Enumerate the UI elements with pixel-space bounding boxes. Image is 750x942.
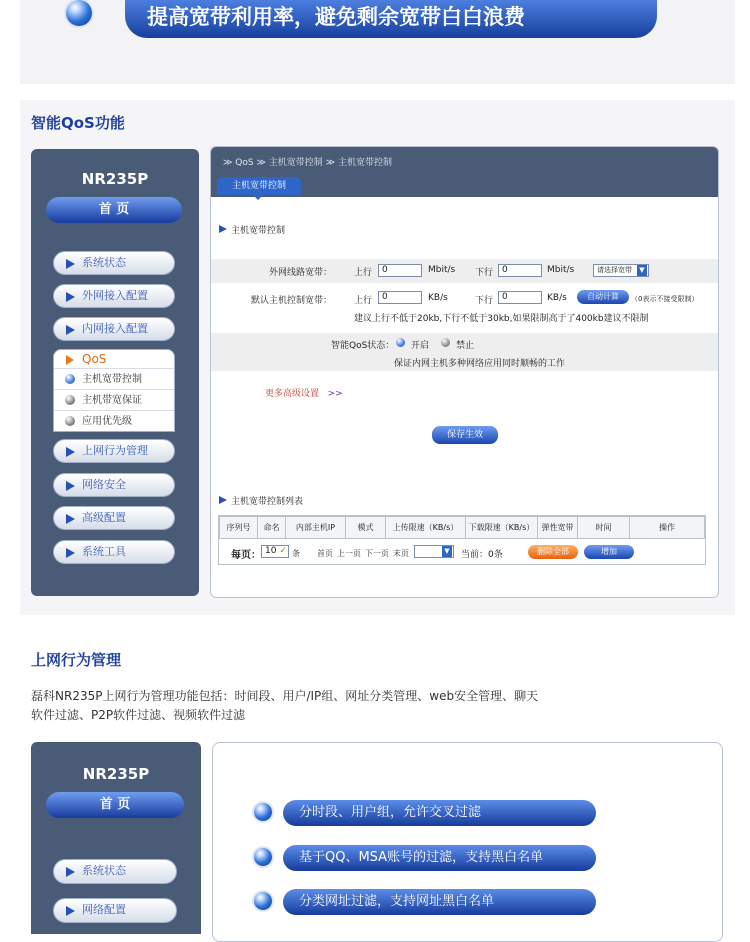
breadcrumb: ≫ QoS ≫ 主机宽带控制 ≫ 主机宽带控制 [223, 158, 392, 168]
sidebar-item-system-tools[interactable]: 系统工具 [53, 540, 175, 564]
column-header: 命名 [258, 517, 286, 539]
host-list-table [219, 516, 705, 539]
arrow-icon [66, 355, 74, 365]
page-select[interactable] [414, 545, 454, 558]
column-header: 下载限速（KB/s） [466, 517, 538, 539]
bullet-orb-icon [66, 0, 92, 26]
on-label: 开启 [411, 341, 430, 351]
unit-label: KB/s [428, 293, 448, 303]
suggestion-text: 建议上行不低于20kb,下行不低于30kb,如果限制高于了400kb建议不限制 [354, 314, 649, 324]
unit-label: Mbit/s [547, 265, 575, 275]
radio-dot-icon [65, 395, 75, 405]
section-description: 软件过滤、P2P软件过滤、视频软件过滤 [31, 708, 246, 722]
per-page-unit: 条 [292, 549, 300, 558]
qos-config-panel [210, 146, 719, 598]
tab-host-bandwidth-control[interactable]: 主机宽带控制 [217, 177, 301, 195]
sidebar-item-network-security[interactable]: 网络安全 [53, 473, 175, 497]
section-description: 磊科NR235P上网行为管理功能包括：时间段、用户/IP组、网址分类管理、web安全管理、聊天 [31, 689, 539, 703]
section-arrow-icon [219, 496, 227, 504]
column-header: 时间 [578, 517, 630, 539]
section-title-qos: 智能QoS功能 [31, 114, 125, 132]
save-button[interactable]: 保存生效 [432, 426, 498, 444]
table-header-row [220, 517, 705, 539]
double-chevron-icon: >> [327, 389, 343, 399]
sidebar-qos-group [53, 349, 175, 432]
qos-off-radio[interactable] [441, 338, 450, 347]
wan-down-input[interactable]: 0 [498, 264, 542, 277]
wan-up-input[interactable]: 0 [378, 264, 422, 277]
radio-dot-icon [65, 374, 75, 384]
down-label: 下行 [475, 268, 494, 278]
bullet-orb-icon [254, 848, 272, 866]
sidebar-item-lan-config[interactable]: 内网接入配置 [53, 317, 175, 341]
bullet-orb-icon [254, 892, 272, 910]
sidebar-item-qos[interactable]: QoS [54, 350, 174, 368]
sidebar-item-advanced-config[interactable]: 高级配置 [53, 506, 175, 530]
check-icon: ✓ [279, 546, 287, 556]
unit-label: Mbit/s [428, 265, 456, 275]
arrow-icon [66, 481, 75, 491]
column-header: 内部主机IP [286, 517, 346, 539]
qos-status-label: 智能QoS状态： [331, 341, 395, 351]
home-button[interactable]: 首 页 [46, 197, 182, 223]
double-chevron-icon: ≫ [325, 158, 336, 168]
arrow-icon [66, 867, 75, 877]
default-up-input[interactable]: 0 [378, 291, 422, 304]
feature-item: 分时段、用户组，允许交叉过滤 [283, 800, 596, 826]
radio-dot-icon [65, 416, 75, 426]
pager-prev[interactable]: 上一页 [337, 549, 361, 558]
arrow-icon [66, 325, 75, 335]
up-label: 上行 [354, 268, 373, 278]
column-header: 上传限速（KB/s） [386, 517, 466, 539]
up-label: 上行 [354, 296, 373, 306]
more-settings-link[interactable]: 更多高级设置 >> [265, 389, 343, 399]
section-arrow-icon [219, 225, 227, 233]
double-chevron-icon: ≫ [256, 158, 266, 168]
wan-label: 外网线路宽带： [269, 268, 333, 278]
delete-all-button[interactable]: 删除全部 [528, 545, 578, 559]
zero-note: （0表示不接受限制） [631, 295, 699, 303]
arrow-icon [66, 548, 75, 558]
sidebar-item-wan-config[interactable]: 外网接入配置 [53, 284, 175, 308]
tab-pointer-icon [253, 195, 263, 200]
current-count: 当前：0条 [461, 550, 503, 560]
pager-last[interactable]: 末页 [393, 549, 409, 558]
sidebar-subitem-host-bandwidth-control[interactable]: 主机宽带控制 [54, 368, 174, 389]
sidebar-item-network-config[interactable]: 网络配置 [53, 898, 177, 923]
bandwidth-select[interactable]: 请选择宽带 ▼ [593, 264, 649, 277]
pager-next[interactable]: 下一页 [365, 549, 389, 558]
default-down-input[interactable]: 0 [498, 291, 542, 304]
double-chevron-icon: ≫ [223, 158, 233, 168]
sidebar-subitem-host-bandwidth-guarantee[interactable]: 主机带宽保证 [54, 389, 174, 410]
bullet-orb-icon [254, 803, 272, 821]
column-header: 序列号 [220, 517, 258, 539]
chevron-down-icon: ▼ [442, 546, 452, 557]
banner-headline: 提高宽带利用率，避免剩余宽带白白浪费 [125, 0, 657, 38]
per-page-input[interactable]: 10 ✓ [261, 545, 289, 558]
section-title-behavior: 上网行为管理 [31, 651, 122, 669]
qos-on-radio[interactable] [396, 338, 405, 347]
qos-description: 保证内网主机多种网络应用同时顺畅的工作 [394, 359, 566, 369]
default-label: 默认主机控制宽带： [251, 296, 333, 306]
sidebar-item-system-status[interactable]: 系统状态 [53, 251, 175, 275]
arrow-icon [66, 292, 75, 302]
column-header: 模式 [346, 517, 386, 539]
per-page-label: 每页： [231, 550, 261, 561]
sidebar-subitem-app-priority[interactable]: 应用优先级 [54, 410, 174, 431]
pager-first[interactable]: 首页 [317, 549, 333, 558]
arrow-icon [66, 906, 75, 916]
arrow-icon [66, 447, 75, 457]
section-heading: 主机宽带控制 [231, 226, 286, 236]
down-label: 下行 [475, 296, 494, 306]
list-heading: 主机宽带控制列表 [231, 497, 304, 507]
device-model: NR235P [82, 765, 150, 783]
auto-calc-button[interactable]: 自动计算 [577, 290, 629, 304]
sidebar-item-behavior-management[interactable]: 上网行为管理 [53, 439, 175, 463]
arrow-icon [66, 514, 75, 524]
feature-item: 基于QQ、MSA账号的过滤，支持黑白名单 [283, 845, 596, 871]
device-model: NR235P [81, 170, 149, 188]
arrow-icon [66, 259, 75, 269]
feature-item: 分类网址过滤，支持网址黑白名单 [283, 889, 596, 915]
chevron-down-icon: ▼ [637, 265, 647, 276]
column-header: 弹性宽带 [538, 517, 578, 539]
add-button[interactable]: 增加 [584, 545, 634, 559]
unit-label: KB/s [547, 293, 567, 303]
sidebar-item-system-status[interactable]: 系统状态 [53, 859, 177, 884]
home-button[interactable]: 首 页 [46, 792, 184, 818]
off-label: 禁止 [456, 341, 475, 351]
column-header: 操作 [630, 517, 705, 539]
